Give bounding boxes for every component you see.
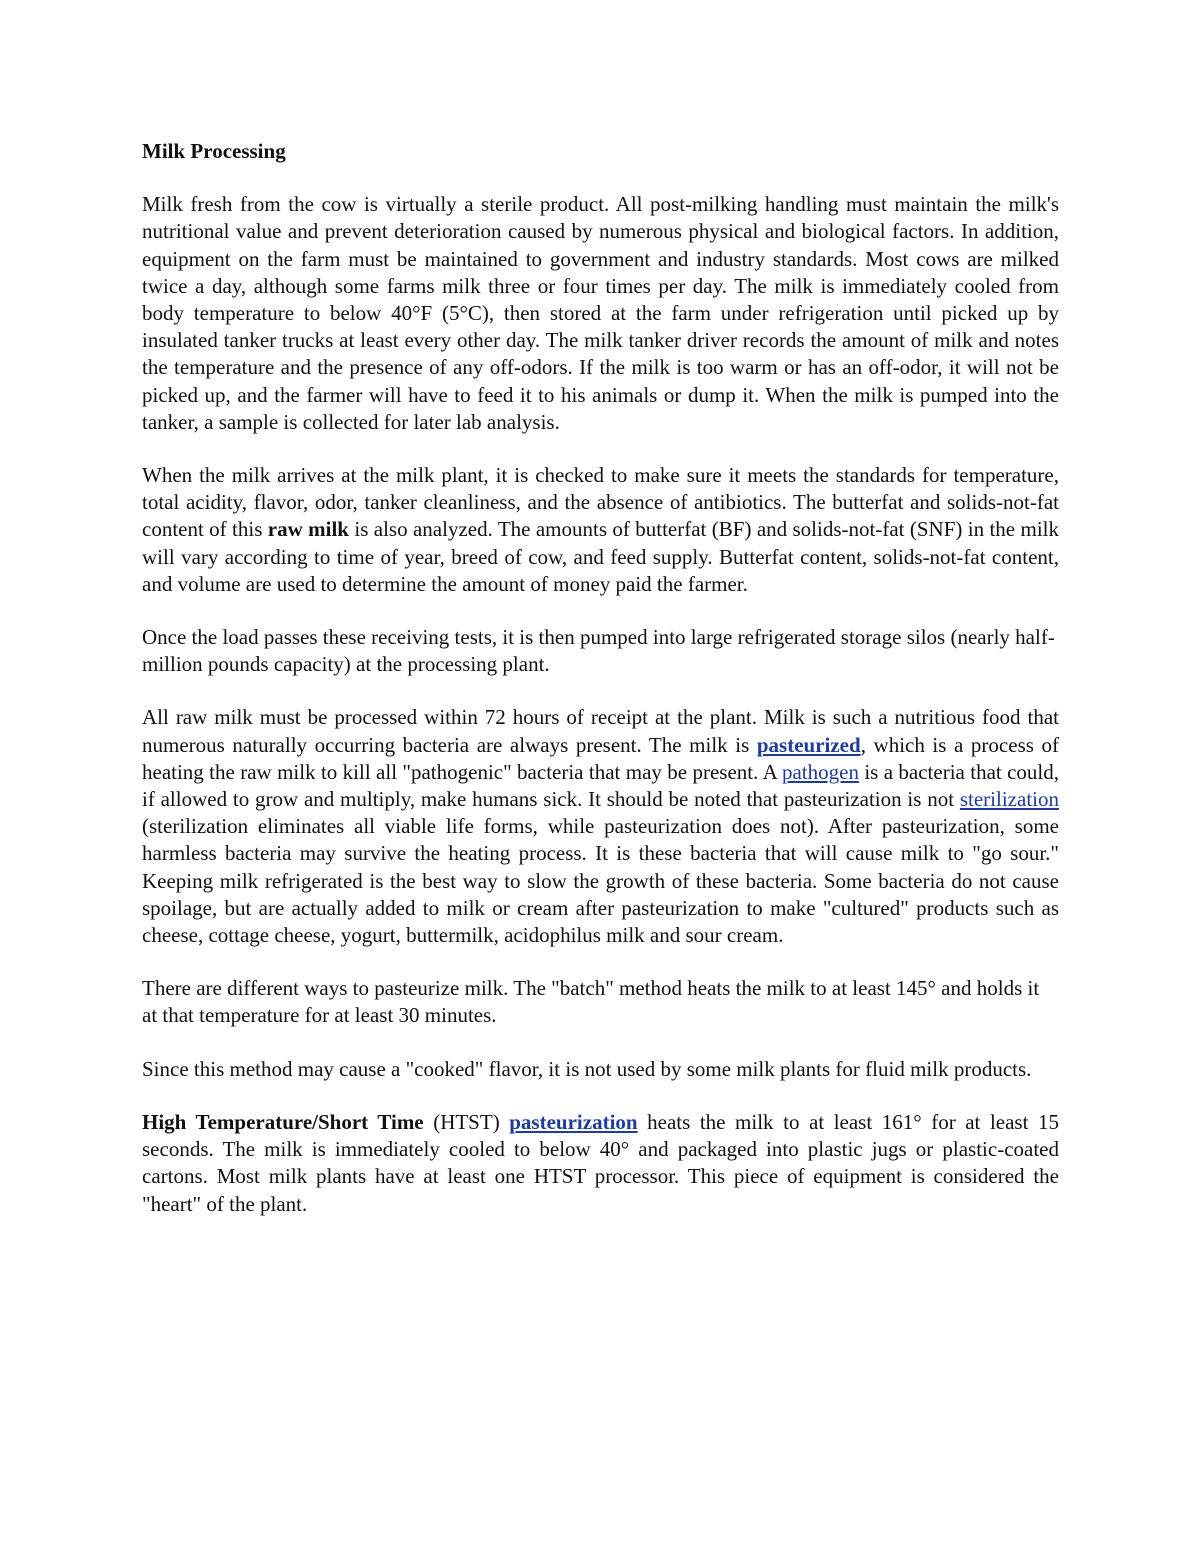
bold-term-htst: High Temperature/Short Time [142,1109,424,1134]
text-run: (sterilization eliminates all viable life forms, while pasteurization does not). After pasteurization, some harmless bacteria may survive the heating process. It is these bacteria that will cause milk to "go sour." Keeping milk refrigerated is the best way to slow the growth of these bacteria. Some bacteria do not cause spoilage, but are actually added to milk or cream after pasteurization to make "cultured" products such as cheese, cottage cheese, yogurt, buttermilk, acidophilus milk and sour cream. [142,814,1059,948]
paragraph-htst [142,1109,1059,1218]
link-pathogen[interactable]: pathogen [781,759,859,784]
document-title: Milk Processing [142,139,286,163]
paragraph-cooked-flavor: Since this method may cause a "cooked" flavor, it is not used by some milk plants for fluid milk products. [142,1056,1032,1081]
paragraph-farm-handling: Milk fresh from the cow is virtually a sterile product. All post-milking handling must maintain the milk's nutritional value and prevent deterioration caused by numerous physical and biological factors. In addition, equipment on the farm must be maintained to government and industry standards. Most cows are milked twice a day, although some farms milk three or four times per day. The milk is immediately cooled from body temperature to below 40°F (5°C), then stored at the farm under refrigeration until picked up by insulated tanker trucks at least every other day. The milk tanker driver records the amount of milk and notes the temperature and the presence of any off-odors. If the milk is too warm or has an off-odor, it will not be picked up, and the farmer will have to feed it to his animals or dump it. When the milk is pumped into the tanker, a sample is collected for later lab analysis. [142,192,1059,434]
text-run: When the milk arrives at the milk plant, it is checked to make sure it meets the standards for temperature, total acidity, flavor, odor, tanker cleanliness, and the absence of antibiotics. The butterfat and solids-not-fat content of this [142,463,1059,542]
link-pasteurization[interactable]: pasteurization [509,1109,638,1134]
text-run: , which is a process of heating the raw milk to kill all "pathogenic" bacteria that may be present. A [142,732,1059,784]
text-run: heats the milk to at least 161° for at least 15 seconds. The milk is immediately cooled to below 40° and packaged into plastic jugs or plastic-coated cartons. Most milk plants have at least one HTST processor. This piece of equipment is considered the "heart" of the plant. [142,1109,1059,1216]
text-run: (HTST) [423,1109,510,1134]
link-pasteurized[interactable]: pasteurized [756,732,861,757]
text-run: All raw milk must be processed within 72 hours of receipt at the plant. Milk is such a nutritious food that numerous naturally occurring bacteria are always present. The milk is [142,705,1059,757]
text-run: is also analyzed. The amounts of butterfat (BF) and solids-not-fat (SNF) in the milk will vary according to time of year, breed of cow, and feed supply. Butterfat content, solids-not-fat content, and volume are used to determine the amount of money paid the farmer. [142,517,1059,596]
paragraph-plant-arrival [142,462,1059,598]
document-page [142,138,1059,1244]
paragraph-pasteurization [142,704,1059,949]
link-sterilization[interactable]: sterilization [959,787,1059,812]
paragraph-batch-method: There are different ways to pasteurize milk. The "batch" method heats the milk to at least 145° and holds it at that temperature for at least 30 minutes. [142,976,1040,1028]
paragraph-storage-silos: Once the load passes these receiving tests, it is then pumped into large refrigerated storage silos (nearly half-million pounds capacity) at the processing plant. [142,625,1055,677]
bold-term-raw-milk: raw milk [267,517,349,542]
text-run: is a bacteria that could, if allowed to grow and multiply, make humans sick. It should be noted that pasteurization is not [142,759,1060,812]
